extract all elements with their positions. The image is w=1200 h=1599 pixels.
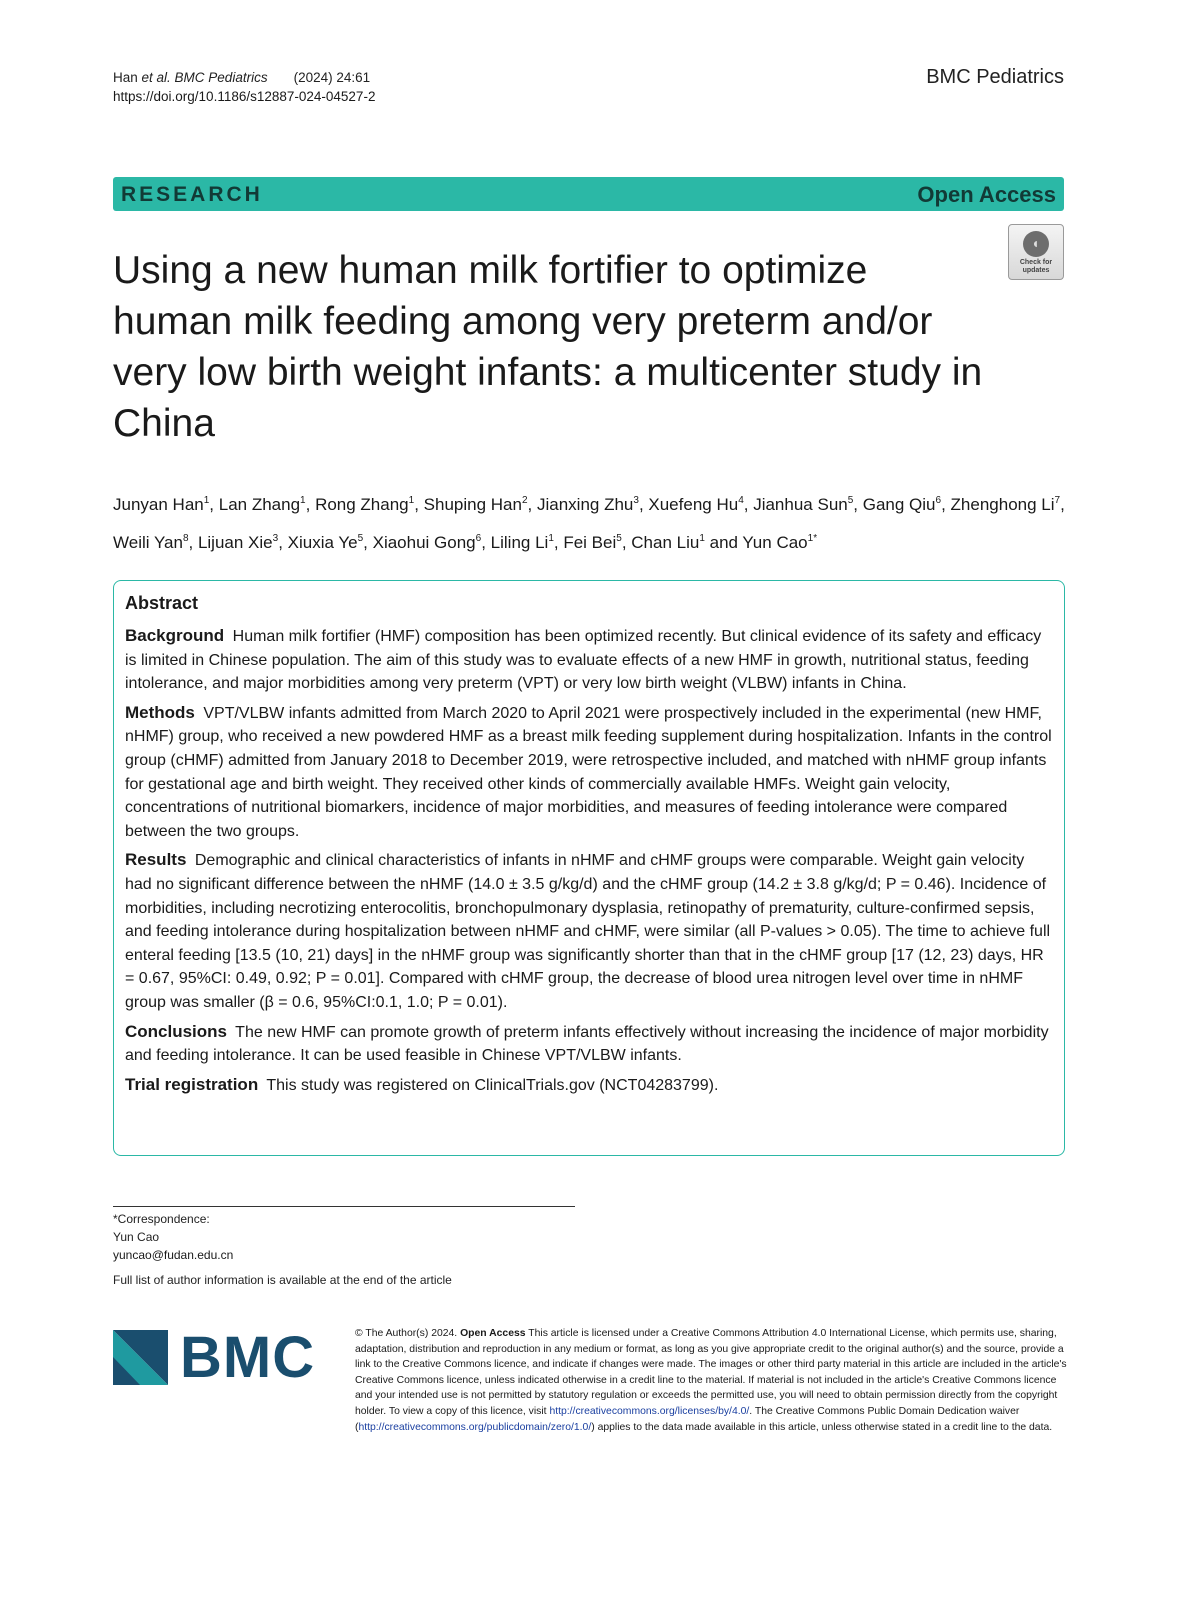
footnote-divider <box>113 1206 575 1207</box>
abstract-heading: Abstract <box>125 593 199 613</box>
results-text: Demographic and clinical characteristics of infants in nHMF and cHMF groups were comparable. Weight gain velocity had no significant difference between the nHMF (14.0 ± 3.5 g/kg/d) and the cHMF group (14.2 ± 3.8 g/kg/d; P = 0.46). Incidence of morbidities, including necrotizing enterocolitis, bronchopulmonary dysplasia, retinopathy of prematurity, culture-confirmed sepsis, and feeding intolerance during hospitalization between nHMF and cHMF, were similar (all P-values > 0.05). The time to achieve full enteral feeding [13.5 (10, 21) days] in the nHMF group was significantly shorter than that in the cHMF group [17 (12, 23) days, HR = 0.67, 95%CI: 0.49, 0.92; P = 0.01]. Compared with cHMF group, the decrease of blood urea nitrogen level over time in nHMF group was smaller (β = 0.6, 95%CI:0.1, 1.0; P = 0.01). <box>125 852 1051 1011</box>
author-affiliation-marker: 5 <box>357 533 364 544</box>
article-header-citation <box>113 68 375 106</box>
author-name[interactable]: Gang Qiu <box>862 495 936 514</box>
author-affiliation-marker: 4 <box>738 495 744 506</box>
license-text-2: . The Creative Commons Public Domain Dedication waiver ( <box>355 1405 1020 1433</box>
author-affiliation-marker: 1 <box>548 533 554 544</box>
bmc-logo-mark-icon <box>113 1330 168 1385</box>
author-name[interactable]: Zhenghong Li <box>950 495 1055 514</box>
author-name[interactable]: Xiuxia Ye <box>287 533 358 552</box>
abstract-results <box>125 848 1053 1014</box>
methods-label: Methods <box>125 702 195 722</box>
author-conjunction: and <box>704 533 743 552</box>
author-affiliation-marker: 3 <box>272 533 279 544</box>
citation-year-volume: (2024) 24:61 <box>293 70 371 85</box>
license-open-access: Open Access <box>460 1328 526 1339</box>
citation-author: Han <box>113 70 142 85</box>
results-label: Results <box>125 850 187 870</box>
conclusions-label: Conclusions <box>125 1021 228 1041</box>
cc-by-license-link[interactable]: http://creativecommons.org/licenses/by/4.0/ <box>549 1405 750 1417</box>
correspondence-email-link[interactable]: yuncao@fudan.edu.cn <box>113 1248 234 1262</box>
author-affiliation-marker: 7 <box>1054 495 1061 506</box>
correspondence-label: *Correspondence: <box>113 1212 210 1226</box>
author-affiliation-marker: 5 <box>616 533 622 544</box>
bmc-logo <box>113 1325 328 1390</box>
journal-name: BMC Pediatrics <box>926 66 1064 88</box>
methods-text: VPT/VLBW infants admitted from March 2020 to April 2021 were prospectively included in the experimental (new HMF, nHMF) group, who received a new powdered HMF as a breast milk feeding supplement during hospitalization. Infants in the control group (cHMF) admitted from January 2018 to December 2019, were retrospective included, and matched with nHMF group infants for gestational age and birth weight. They received other kinds of commercially available HMFs. Weight gain velocity, concentrations of nutritional biomarkers, incidence of major morbidities, and measures of feeding intolerance were compared between the two groups. <box>125 704 1052 840</box>
bmc-logo-wordmark: BMC <box>180 1325 316 1390</box>
author-name[interactable]: Xiaohui Gong <box>372 533 476 552</box>
author-affiliation-marker: 1 <box>203 495 210 506</box>
correspondence-footnote <box>113 1210 233 1264</box>
cc0-waiver-link[interactable]: http://creativecommons.org/publicdomain/zero/1.0/ <box>358 1421 592 1433</box>
author-affiliation-marker: 2 <box>521 495 528 506</box>
author-affiliation-marker: 5 <box>847 495 854 506</box>
citation-line <box>113 68 375 87</box>
article-type-label: RESEARCH <box>121 183 263 206</box>
author-affiliation-marker: 1 <box>408 495 415 506</box>
license-copyright: © The Author(s) 2024. <box>355 1328 458 1339</box>
author-info-note: Full list of author information is available at the end of the article <box>113 1273 452 1287</box>
author-name[interactable]: Chan Liu <box>631 533 700 552</box>
trial-registration-label: Trial registration <box>125 1074 259 1094</box>
author-affiliation-marker: 1* <box>807 533 818 544</box>
license-text-3: ) applies to the data made available in this article, unless otherwise stated in a credit line to the data. <box>591 1421 1053 1433</box>
crossmark-icon: ◖ <box>1023 231 1049 257</box>
author-list: Junyan Han$^1$, Lan Zhang$^1$, Rong Zhang$^1$, Shuping Han$^2$, Jianxing Zhu$^3$, Xuefeng Hu$^4$, Jianhua Sun$^5$, Gang Qiu$^6$, Zhenghong Li$^7$, Weili Yan$^8$, Lijuan Xie$^3$, Xiuxia Ye$^5$, Xiaohui Gong$^6$, Liling Li$^1$, Fei Bei$^5$, Chan Liu$^1$ and Yun Cao$^{1*}$ <box>113 495 1065 552</box>
background-label: Background <box>125 626 225 645</box>
doi-link[interactable]: https://doi.org/10.1186/s12887-024-04527-2 <box>113 89 376 104</box>
author-affiliation-marker: 6 <box>935 495 942 506</box>
author-affiliation-marker: 3 <box>633 495 639 506</box>
author-name[interactable]: Yun Cao <box>742 533 808 552</box>
abstract-background <box>125 624 1053 696</box>
article-title: Using a new human milk fortifier to optimize human milk feeding among very preterm and/or very low birth weight infants: a multicenter study in China <box>113 249 983 445</box>
article-type-banner <box>113 177 1064 211</box>
license-statement <box>355 1326 1067 1435</box>
author-name[interactable]: Junyan Han <box>113 495 204 514</box>
abstract-conclusions <box>125 1020 1053 1068</box>
author-name[interactable]: Rong Zhang <box>315 495 409 514</box>
open-access-label: Open Access <box>917 182 1056 207</box>
author-name[interactable]: Fei Bei <box>563 533 617 552</box>
author-name[interactable]: Liling Li <box>490 533 549 552</box>
author-name[interactable]: Xuefeng Hu <box>648 495 739 514</box>
crossmark-label-line2: updates <box>1022 267 1050 274</box>
author-affiliation-marker: 1 <box>699 533 705 544</box>
correspondence-name: Yun Cao <box>113 1230 160 1244</box>
abstract-box <box>113 580 1065 1156</box>
license-text-1: This article is licensed under a Creative Commons Attribution 4.0 International License, which permits use, sharing, adaptation, distribution and reproduction in any medium or format, as long as you give appropriate credit to the original author(s) and the source, provide a link to the Creative Commons licence, and indicate if changes were made. The images or other third party material in this article are included in the article's Creative Commons licence, unless indicated otherwise in a credit line to the material. If material is not included in the article's Creative Commons licence and your intended use is not permitted by statutory regulation or exceeds the permitted use, you will need to obtain permission directly from the copyright holder. To view a copy of this licence, visit <box>355 1328 1067 1417</box>
check-for-updates-badge[interactable] <box>1008 224 1064 280</box>
author-name[interactable]: Jianxing Zhu <box>536 495 634 514</box>
author-affiliation-marker: 8 <box>182 533 189 544</box>
citation-journal: et al. BMC Pediatrics <box>141 70 268 85</box>
crossmark-label-line1: Check for <box>1019 259 1053 266</box>
abstract-trial-registration <box>125 1073 1053 1098</box>
background-text: Human milk fortifier (HMF) composition has been optimized recently. But clinical evidence of its safety and efficacy is limited in Chinese population. The aim of this study was to evaluate effects of a new HMF in growth, nutritional status, feeding intolerance, and major morbidities among very preterm (VPT) or very low birth weight (VLBW) infants in China. <box>125 628 1042 693</box>
author-name[interactable]: Lan Zhang <box>218 495 301 514</box>
author-affiliation-marker: 6 <box>475 533 482 544</box>
trial-registration-text: This study was registered on ClinicalTrials.gov (NCT04283799). <box>266 1076 719 1094</box>
conclusions-text: The new HMF can promote growth of preterm infants effectively without increasing the incidence of major morbidity and feeding intolerance. It can be used feasible in Chinese VPT/VLBW infants. <box>125 1023 1049 1065</box>
author-name[interactable]: Shuping Han <box>423 495 522 514</box>
author-name[interactable]: Lijuan Xie <box>197 533 273 552</box>
author-name[interactable]: Weili Yan <box>113 533 183 552</box>
author-affiliation-marker: 1 <box>300 495 306 506</box>
author-name[interactable]: Jianhua Sun <box>753 495 848 514</box>
abstract-methods <box>125 701 1053 844</box>
